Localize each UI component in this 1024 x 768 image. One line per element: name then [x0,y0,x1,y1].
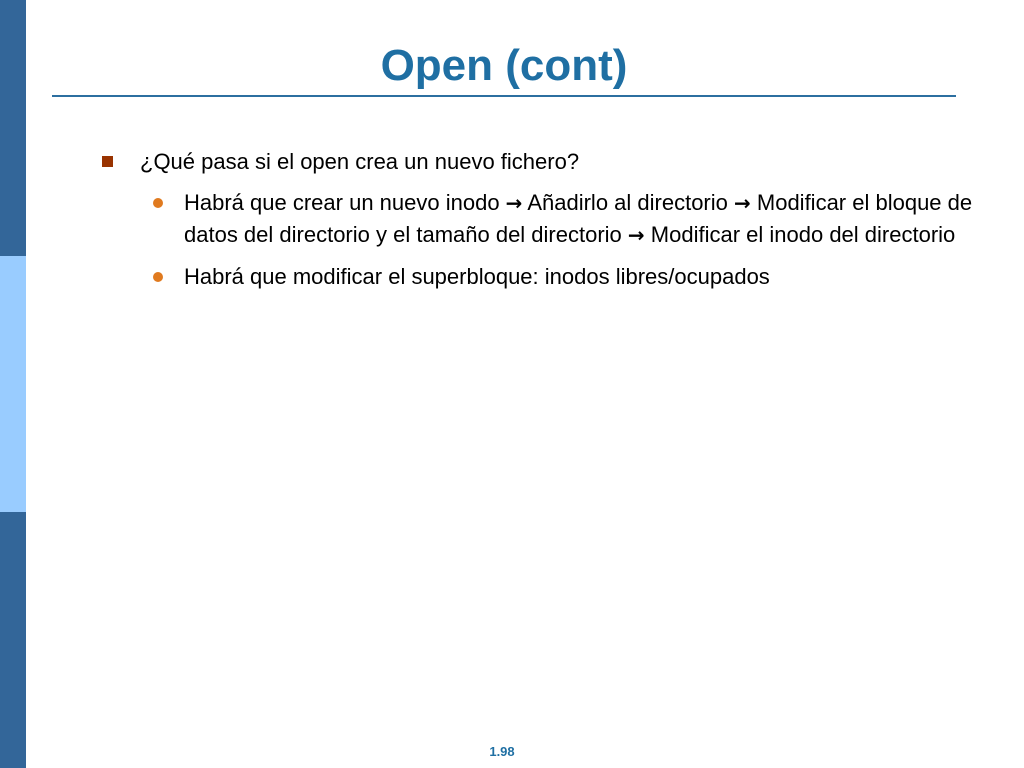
slide-content [96,146,1001,302]
square-bullet-icon [102,156,113,167]
title-divider [52,95,956,97]
slide-title: Open (cont) [380,41,628,90]
bullet-text-part: Modificar el inodo del directorio [644,222,956,247]
right-arrow-icon: → [627,223,645,247]
page-number: 1.98 [489,744,515,759]
bullet-level2 [96,187,996,251]
round-bullet-icon [153,272,163,282]
bullet-text-part: Modificar el bloque de datos del directorio y el tamaño del directorio [184,190,973,247]
sidebar-segment-bottom [0,512,26,768]
bullet-text-part: Añadirlo al directorio [522,190,734,215]
round-bullet-icon [153,198,163,208]
bullet-level2 [96,261,996,292]
bullet-text: ¿Qué pasa si el open crea un nuevo fichero? [140,149,580,174]
bullet-text: Habrá que modificar el superbloque: inodos libres/ocupados [184,264,770,289]
bullet-level1 [96,146,1001,177]
sidebar-segment-middle [0,256,26,512]
sidebar-segment-top [0,0,26,256]
right-arrow-icon: → [505,191,523,215]
sidebar-decoration [0,0,26,768]
right-arrow-icon: → [734,191,751,215]
bullet-text-part: Habrá que crear un nuevo inodo [184,190,506,215]
